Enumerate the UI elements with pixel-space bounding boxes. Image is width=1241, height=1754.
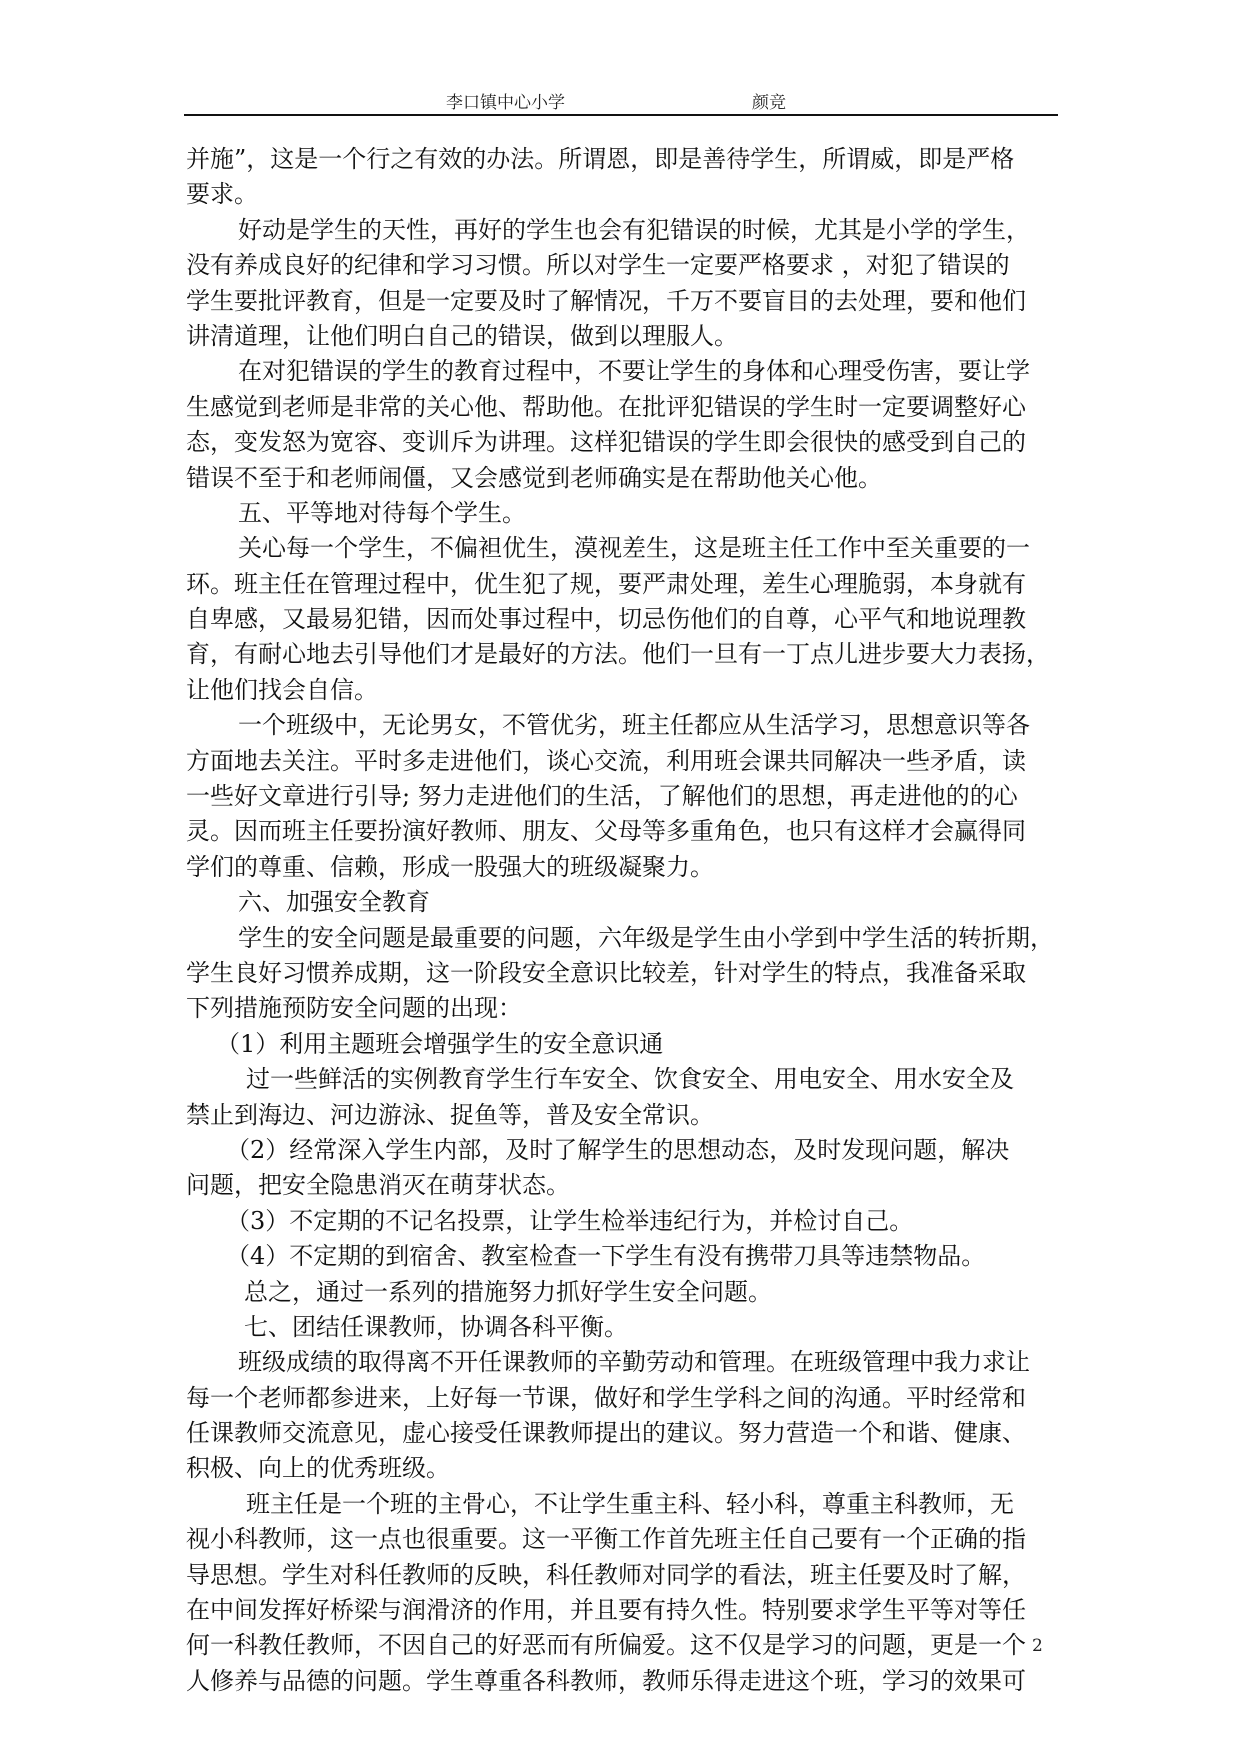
text-line: 学生的安全问题是最重要的问题，六年级是学生由小学到中学生活的转折期，: [238, 923, 1054, 952]
header-author: 颜竞: [752, 93, 786, 113]
text-line: 让他们找会自信。: [186, 675, 378, 704]
text-line: 一些好文章进行引导; 努力走进他们的生活，了解他们的思想，再走进他的的心: [186, 782, 1018, 811]
header-rule: [184, 114, 1058, 116]
text-line: 要求。: [186, 180, 258, 209]
text-line: 在中间发挥好桥梁与润滑济的作用，并且要有持久性。特别要求学生平等对等任: [186, 1596, 1026, 1625]
text-line: 学们的尊重、信赖，形成一股强大的班级凝聚力。: [186, 852, 714, 881]
text-line: （1）利用主题班会增强学生的安全意识通: [216, 1029, 664, 1058]
text-line: 没有养成良好的纪律和学习习惯。所以对学生一定要严格要求 ，对犯了错误的: [186, 251, 1010, 280]
text-line: 关心每一个学生，不偏袒优生，漠视差生，这是班主任工作中至关重要的一: [238, 534, 1030, 563]
text-line: 并施”，这是一个行之有效的办法。所谓恩，即是善待学生，所谓威，即是严格: [186, 145, 1015, 173]
text-line: 在对犯错误的学生的教育过程中，不要让学生的身体和心理受伤害，要让学: [238, 357, 1030, 386]
text-line: （4）不定期的到宿舍、教室检查一下学生有没有携带刀具等违禁物品。: [226, 1242, 986, 1271]
text-line: 自卑感，又最易犯错，因而处事过程中，切忌伤他们的自尊，心平气和地说理教: [186, 605, 1026, 634]
text-line: 班主任是一个班的主骨心，不让学生重主科、轻小科，尊重主科教师，无: [246, 1489, 1014, 1518]
text-line: 五、平等地对待每个学生。: [238, 498, 526, 527]
document-body: [186, 142, 1078, 1699]
text-line: 问题，把安全隐患消灭在萌芽状态。: [186, 1171, 570, 1200]
text-line: 方面地去关注。平时多走进他们，谈心交流，利用班会课共同解决一些矛盾，读: [186, 746, 1026, 775]
header-school: 李口镇中心小学: [446, 93, 565, 113]
text-line: 禁止到海边、河边游泳、捉鱼等，普及安全常识。: [186, 1100, 714, 1129]
text-line: 过一些鲜活的实例教育学生行车安全、饮食安全、用电安全、用水安全及: [246, 1065, 1014, 1094]
page-number: 2: [1032, 1636, 1043, 1656]
text-line: 灵。因而班主任要扮演好教师、朋友、父母等多重角色，也只有这样才会赢得同: [186, 817, 1026, 846]
text-line: 育，有耐心地去引导他们才是最好的方法。他们一旦有一丁点儿进步要大力表扬，: [186, 640, 1050, 669]
text-line: 任课教师交流意见，虚心接受任课教师提出的建议。努力营造一个和谐、健康、: [186, 1419, 1026, 1448]
text-line: 七、团结任课教师，协调各科平衡。: [244, 1312, 628, 1341]
text-line: 积极、向上的优秀班级。: [186, 1454, 450, 1483]
text-line: 总之，通过一系列的措施努力抓好学生安全问题。: [244, 1277, 772, 1306]
text-line: 学生良好习惯养成期，这一阶段安全意识比较差，针对学生的特点，我准备采取: [186, 958, 1026, 987]
text-line: 学生要批评教育，但是一定要及时了解情况，千万不要盲目的去处理，要和他们: [186, 286, 1026, 315]
text-line: 一个班级中，无论男女，不管优劣，班主任都应从生活学习，思想意识等各: [238, 711, 1030, 740]
text-line: 好动是学生的天性，再好的学生也会有犯错误的时候，尤其是小学的学生，: [238, 215, 1030, 244]
text-line: 视小科教师，这一点也很重要。这一平衡工作首先班主任自己要有一个正确的指: [186, 1525, 1026, 1554]
text-line: 导思想。学生对科任教师的反映，科任教师对同学的看法，班主任要及时了解，: [186, 1560, 1026, 1589]
text-line: 人修养与品德的问题。学生尊重各科教师，教师乐得走进这个班，学习的效果可: [186, 1666, 1026, 1695]
text-line: 环。班主任在管理过程中，优生犯了规，要严肃处理，差生心理脆弱，本身就有: [186, 569, 1026, 598]
text-line: （2）经常深入学生内部，及时了解学生的思想动态，及时发现问题，解决: [226, 1135, 1010, 1164]
page-header: [184, 86, 1058, 116]
text-line: 每一个老师都参进来，上好每一节课，做好和学生学科之间的沟通。平时经常和: [186, 1383, 1026, 1412]
text-line: 态，变发怒为宽容、变训斥为讲理。这样犯错误的学生即会很快的感受到自己的: [186, 428, 1026, 457]
text-line: 讲清道理，让他们明白自己的错误，做到以理服人。: [186, 321, 738, 350]
text-line: 何一科教任教师，不因自己的好恶而有所偏爱。这不仅是学习的问题，更是一个: [186, 1631, 1026, 1660]
text-line: 错误不至于和老师闹僵，又会感觉到老师确实是在帮助他关心他。: [186, 463, 882, 492]
text-line: 生感觉到老师是非常的关心他、帮助他。在批评犯错误的学生时一定要调整好心: [186, 392, 1026, 421]
text-line: 下列措施预防安全问题的出现：: [186, 994, 522, 1023]
text-line: 六、加强安全教育: [238, 888, 430, 917]
text-line: （3）不定期的不记名投票，让学生检举违纪行为，并检讨自己。: [226, 1206, 914, 1235]
text-line: 班级成绩的取得离不开任课教师的辛勤劳动和管理。在班级管理中我力求让: [238, 1348, 1030, 1377]
